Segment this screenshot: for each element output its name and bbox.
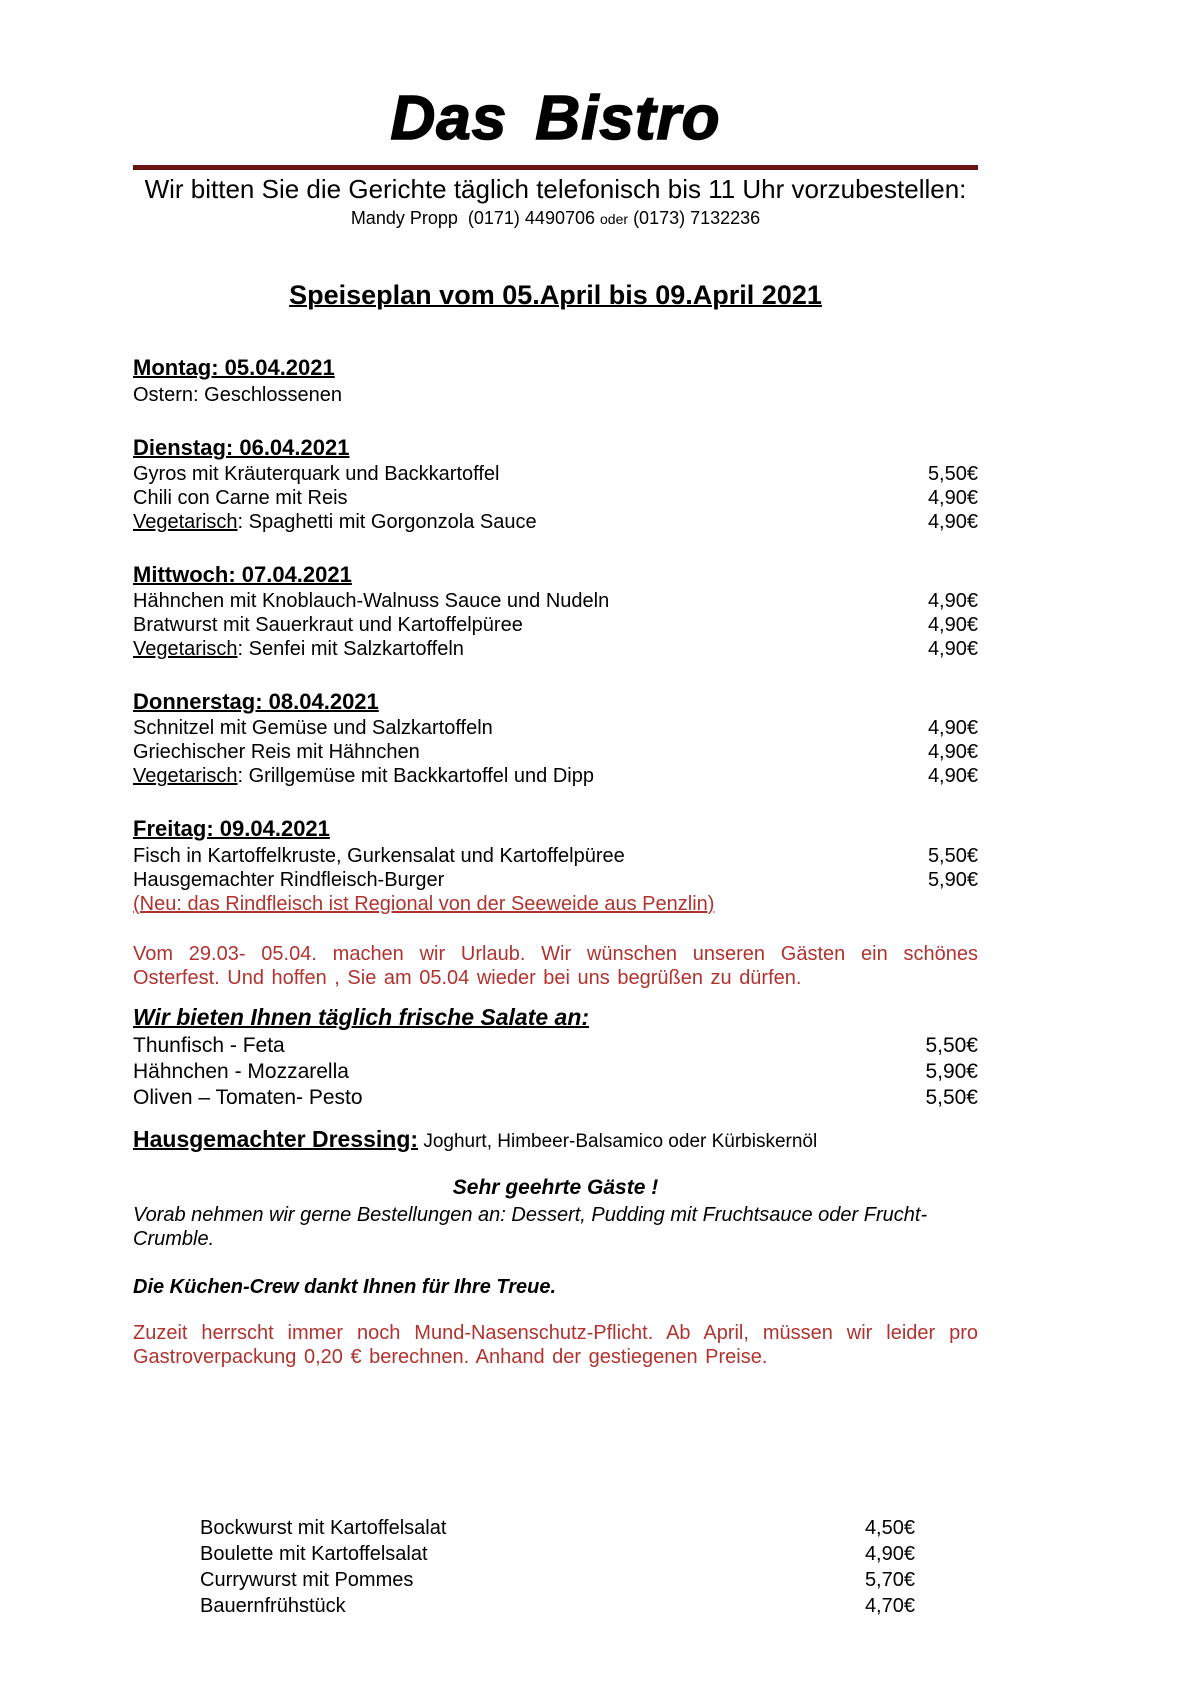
extra-item-row	[133, 1593, 978, 1619]
salads-section	[133, 1004, 978, 1111]
vacation-note: Vom 29.03- 05.04. machen wir Urlaub. Wir wünschen unseren Gästen ein schönes Osterfest. Und hoffen , Sie am 05.04 wieder bei uns begrüßen zu dürfen.	[133, 942, 978, 989]
contact-phone-line	[133, 208, 978, 229]
thanks-line: Die Küchen-Crew dankt Ihnen für Ihre Treue.	[133, 1276, 557, 1299]
extra-item-row	[133, 1541, 978, 1567]
extra-item-row	[133, 1515, 978, 1541]
day-heading: Freitag: 09.04.2021	[133, 816, 330, 842]
regional-beef-note: (Neu: das Rindfleisch ist Regional von der Seeweide aus Penzlin)	[133, 892, 715, 915]
dressing-label: Hausgemachter Dressing:	[133, 1126, 419, 1153]
menu-item-name: Hausgemachter Rindfleisch-Burger	[133, 868, 445, 891]
menu-item-name: Chili con Carne mit Reis	[133, 486, 348, 509]
salad-item-name: Thunfisch - Feta	[133, 1034, 285, 1058]
guests-heading: Sehr geehrte Gäste !	[452, 1176, 659, 1200]
dressing-line	[133, 1125, 978, 1156]
phone-number-2: (0173) 7132236	[633, 207, 761, 228]
menu-item-row-vegetarisch	[133, 637, 978, 661]
extras-section	[133, 1515, 978, 1619]
day-note: Ostern: Geschlossenen	[133, 383, 342, 406]
day-heading: Dienstag: 06.04.2021	[133, 434, 350, 460]
menu-item-name: Griechischer Reis mit Hähnchen	[133, 741, 420, 764]
phone-separator: oder	[600, 210, 629, 227]
menu-item-name-rest: : Grillgemüse mit Backkartoffel und Dipp	[237, 765, 594, 788]
menu-item-price: 4,90€	[927, 765, 978, 788]
day-section-mittwoch	[133, 562, 978, 661]
extra-item-name: Bauernfrühstück	[200, 1595, 346, 1618]
menu-item-row	[133, 740, 978, 764]
extra-item-price: 4,90€	[864, 1543, 915, 1566]
salad-item-price: 5,50€	[925, 1034, 978, 1058]
menu-item-price: 4,90€	[927, 510, 978, 533]
salad-item-price: 5,90€	[925, 1060, 978, 1084]
menu-item-price: 4,90€	[927, 486, 978, 509]
salad-item-price: 5,50€	[925, 1086, 978, 1110]
menu-item-name: Bratwurst mit Sauerkraut und Kartoffelpüree	[133, 614, 523, 637]
menu-item-row	[133, 589, 978, 613]
extra-item-name: Currywurst mit Pommes	[200, 1569, 414, 1592]
menu-item-row	[133, 868, 978, 892]
menu-item-name-rest: : Spaghetti mit Gorgonzola Sauce	[237, 510, 537, 533]
day-section-donnerstag	[133, 689, 978, 788]
extra-item-price: 4,50€	[864, 1517, 915, 1540]
day-heading: Donnerstag: 08.04.2021	[133, 689, 379, 715]
mask-packaging-note: Zuzeit herrscht immer noch Mund-Nasenschutz-Pflicht. Ab April, müssen wir leider pro Gastroverpackung 0,20 € berechnen. Anhand der gestiegenen Preise.	[133, 1322, 978, 1369]
salad-item-row	[133, 1033, 978, 1059]
menu-item-name: Hähnchen mit Knoblauch-Walnuss Sauce und Nudeln	[133, 590, 610, 613]
salad-item-name: Oliven – Tomaten- Pesto	[133, 1086, 363, 1110]
day-section-dienstag	[133, 435, 978, 534]
menu-item-row	[133, 613, 978, 637]
menu-item-name-rest: : Senfei mit Salzkartoffeln	[237, 638, 464, 661]
day-section-freitag	[133, 816, 978, 915]
extra-item-row	[133, 1567, 978, 1593]
extra-item-name: Bockwurst mit Kartoffelsalat	[200, 1517, 447, 1540]
menu-item-row-vegetarisch	[133, 764, 978, 788]
menu-item-row	[133, 716, 978, 740]
salad-item-row	[133, 1059, 978, 1085]
menu-item-price: 4,90€	[927, 638, 978, 661]
vegetarisch-label: Vegetarisch	[133, 765, 238, 788]
menu-item-price: 4,90€	[927, 717, 978, 740]
menu-item-name	[133, 510, 537, 534]
menu-item-price: 4,90€	[927, 590, 978, 613]
phone-number-1: (0171) 4490706	[467, 207, 595, 228]
menu-item-name: Gyros mit Kräuterquark und Backkartoffel	[133, 462, 500, 485]
menu-item-row	[133, 844, 978, 868]
menu-item-price: 5,50€	[927, 844, 978, 867]
weekly-menu-title: Speiseplan vom 05.April bis 09.April 2021	[289, 279, 822, 310]
menu-item-price: 4,90€	[927, 741, 978, 764]
day-heading: Mittwoch: 07.04.2021	[133, 561, 352, 587]
contact-name: Mandy Propp	[350, 207, 458, 228]
day-section-montag	[133, 355, 978, 406]
menu-item-price: 5,50€	[927, 462, 978, 485]
menu-item-price: 4,90€	[927, 614, 978, 637]
menu-item-row-vegetarisch	[133, 510, 978, 534]
menu-item-name	[133, 764, 594, 788]
menu-item-row	[133, 462, 978, 486]
extra-item-price: 4,70€	[864, 1595, 915, 1618]
salad-item-row	[133, 1085, 978, 1111]
vegetarisch-label: Vegetarisch	[133, 638, 238, 661]
title-divider-rule	[133, 165, 978, 170]
menu-item-row	[133, 486, 978, 510]
extra-item-price: 5,70€	[864, 1569, 915, 1592]
menu-item-name	[133, 637, 464, 661]
menu-item-price: 5,90€	[927, 868, 978, 891]
restaurant-title: Das Bistro	[390, 84, 721, 153]
dessert-preorder-line: Vorab nehmen wir gerne Bestellungen an: Dessert, Pudding mit Fruchtsauce oder Frucht-Crumble.	[133, 1204, 928, 1251]
menu-item-name: Schnitzel mit Gemüse und Salzkartoffeln	[133, 717, 493, 740]
salads-heading: Wir bieten Ihnen täglich frische Salate an:	[133, 1003, 590, 1030]
day-heading: Montag: 05.04.2021	[133, 355, 335, 381]
salad-item-name: Hähnchen - Mozzarella	[133, 1060, 349, 1084]
dressing-options: Joghurt, Himbeer-Balsamico oder Kürbiskernöl	[423, 1131, 818, 1153]
preorder-notice: Wir bitten Sie die Gerichte täglich telefonisch bis 11 Uhr vorzubestellen:	[144, 174, 967, 204]
vegetarisch-label: Vegetarisch	[133, 510, 238, 533]
menu-item-name: Fisch in Kartoffelkruste, Gurkensalat und Kartoffelpüree	[133, 844, 625, 867]
extra-item-name: Boulette mit Kartoffelsalat	[200, 1543, 428, 1566]
